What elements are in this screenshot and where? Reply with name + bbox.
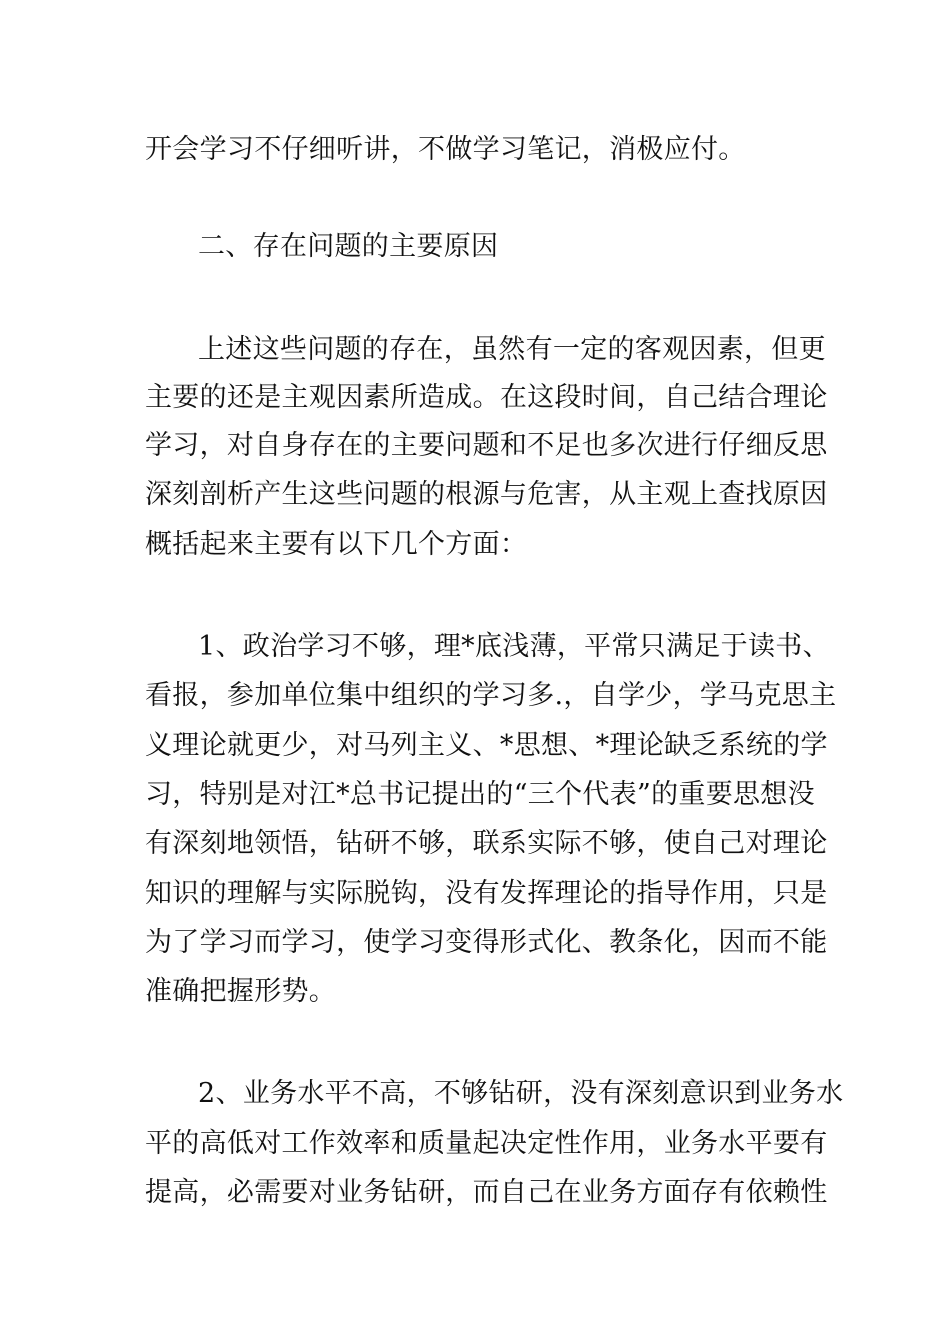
paragraph-line: 知识的理解与实际脱钩，没有发挥理论的指导作用，只是 [145,878,828,909]
paragraph-line: 为了学习而学习，使学习变得形式化、教条化，因而不能 [145,927,828,958]
paragraph-line: 开会学习不仔细听讲，不做学习笔记，消极应付。 [145,134,746,165]
paragraph-line: 学习，对自身存在的主要问题和不足也多次进行仔细反思 [145,430,828,461]
paragraph-line: 1、政治学习不够，理*底浅薄，平常只满足于读书、 [198,631,830,662]
paragraph-line: 2、业务水平不高，不够钻研，没有深刻意识到业务水 [198,1078,844,1109]
paragraph-line: 义理论就更少，对马列主义、*思想、*理论缺乏系统的学 [145,730,828,761]
paragraph-line: 深刻剖析产生这些问题的根源与危害，从主观上查找原因 [145,479,828,510]
section-heading: 二、存在问题的主要原因 [198,231,499,262]
paragraph-line: 习，特别是对江*总书记提出的“三个代表”的重要思想没 [145,779,815,810]
paragraph-line: 平的高低对工作效率和质量起决定性作用，业务水平要有 [145,1128,828,1159]
paragraph-line: 看报，参加单位集中组织的学习多.，自学少，学马克思主 [145,680,837,711]
paragraph-line: 准确把握形势。 [145,976,337,1007]
paragraph-line: 概括起来主要有以下几个方面： [145,529,528,560]
paragraph-line: 提高，必需要对业务钻研，而自己在业务方面存有依赖性 [145,1177,828,1208]
paragraph-line: 主要的还是主观因素所造成。在这段时间，自己结合理论 [145,382,828,413]
paragraph-line: 上述这些问题的存在，虽然有一定的客观因素，但更 [198,334,826,365]
paragraph-line: 有深刻地领悟，钻研不够，联系实际不够，使自己对理论 [145,828,828,859]
